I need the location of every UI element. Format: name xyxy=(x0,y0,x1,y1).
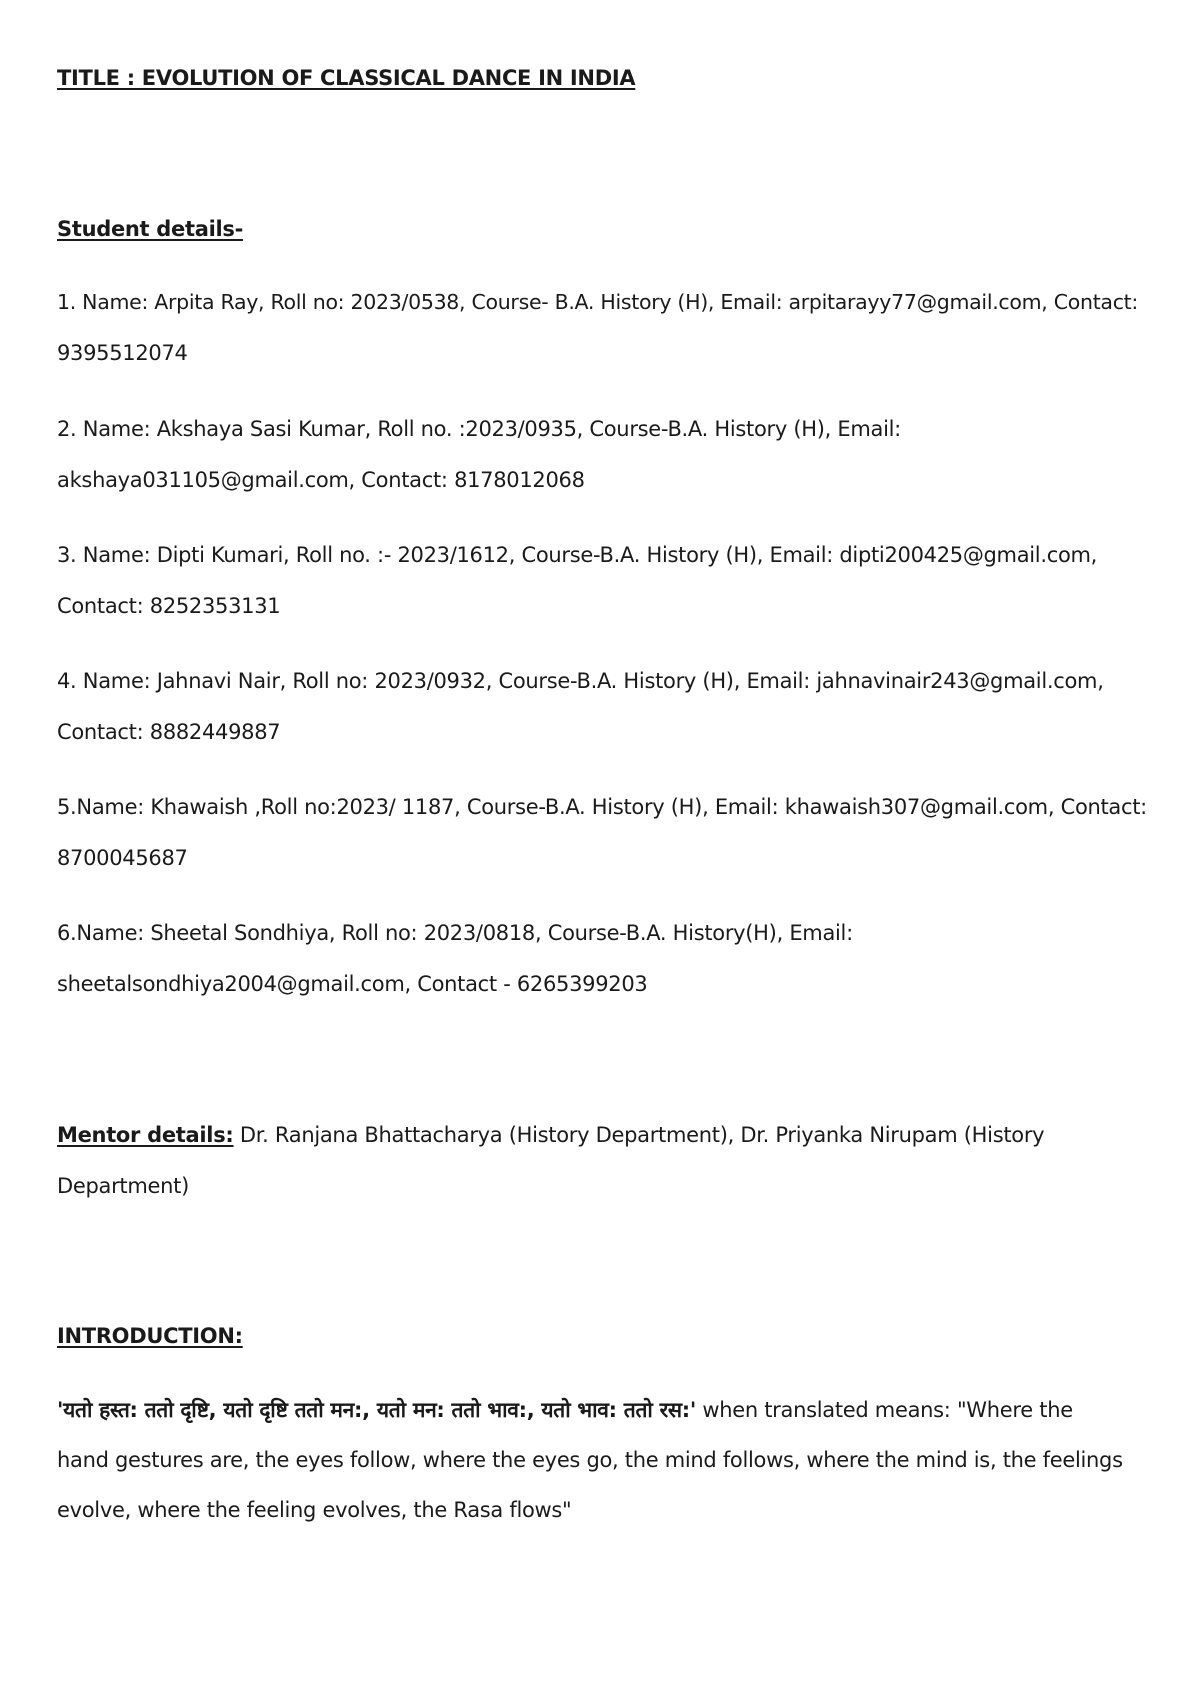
introduction-heading: INTRODUCTION: xyxy=(57,1324,243,1348)
student-5-line-1: 5.Name: Khawaish ,Roll no:2023/ 1187, Course-B.A. History (H), Email: khawaish307@gmail.com, Contact: xyxy=(57,795,1147,819)
translation-intro: when translated means: "Where the xyxy=(695,1398,1073,1422)
student-5-line-2: 8700045687 xyxy=(57,846,188,870)
introduction-line-3: evolve, where the feeling evolves, the Rasa flows" xyxy=(57,1498,572,1522)
mentor-details-line-2: Department) xyxy=(57,1174,189,1198)
mentor-details-line-1 xyxy=(57,1121,1044,1149)
student-details-heading: Student details- xyxy=(57,217,243,241)
sanskrit-quote: 'यतो हस्त: ततो दृष्टि, यतो दृष्टि ततो मन:, यतो मन: ततो भाव:, यतो भाव: ततो रस:' xyxy=(57,1398,696,1422)
student-6-line-1: 6.Name: Sheetal Sondhiya, Roll no: 2023/0818, Course-B.A. History(H), Email: xyxy=(57,921,853,945)
student-2-line-1: 2. Name: Akshaya Sasi Kumar, Roll no. :2023/0935, Course-B.A. History (H), Email: xyxy=(57,417,901,441)
mentor-details-text: Dr. Ranjana Bhattacharya (History Department), Dr. Priyanka Nirupam (History xyxy=(233,1123,1045,1147)
student-2-line-2: akshaya031105@gmail.com, Contact: 8178012068 xyxy=(57,468,585,492)
student-4-line-1: 4. Name: Jahnavi Nair, Roll no: 2023/0932, Course-B.A. History (H), Email: jahnavinair243@gmail.com, xyxy=(57,669,1104,693)
introduction-line-1 xyxy=(57,1396,1073,1424)
mentor-details-label: Mentor details: xyxy=(57,1123,234,1147)
student-4-line-2: Contact: 8882449887 xyxy=(57,720,281,744)
student-6-line-2: sheetalsondhiya2004@gmail.com, Contact - 6265399203 xyxy=(57,972,648,996)
introduction-line-2: hand gestures are, the eyes follow, where the eyes go, the mind follows, where the mind is, the feelings xyxy=(57,1448,1123,1472)
student-3-line-1: 3. Name: Dipti Kumari, Roll no. :- 2023/1612, Course-B.A. History (H), Email: dipti200425@gmail.com, xyxy=(57,543,1098,567)
student-1-line-1: 1. Name: Arpita Ray, Roll no: 2023/0538, Course- B.A. History (H), Email: arpitarayy77@gmail.com, Contact: xyxy=(57,290,1139,314)
student-3-line-2: Contact: 8252353131 xyxy=(57,594,281,618)
student-1-line-2: 9395512074 xyxy=(57,341,188,365)
document-title: TITLE : EVOLUTION OF CLASSICAL DANCE IN INDIA xyxy=(57,66,636,90)
